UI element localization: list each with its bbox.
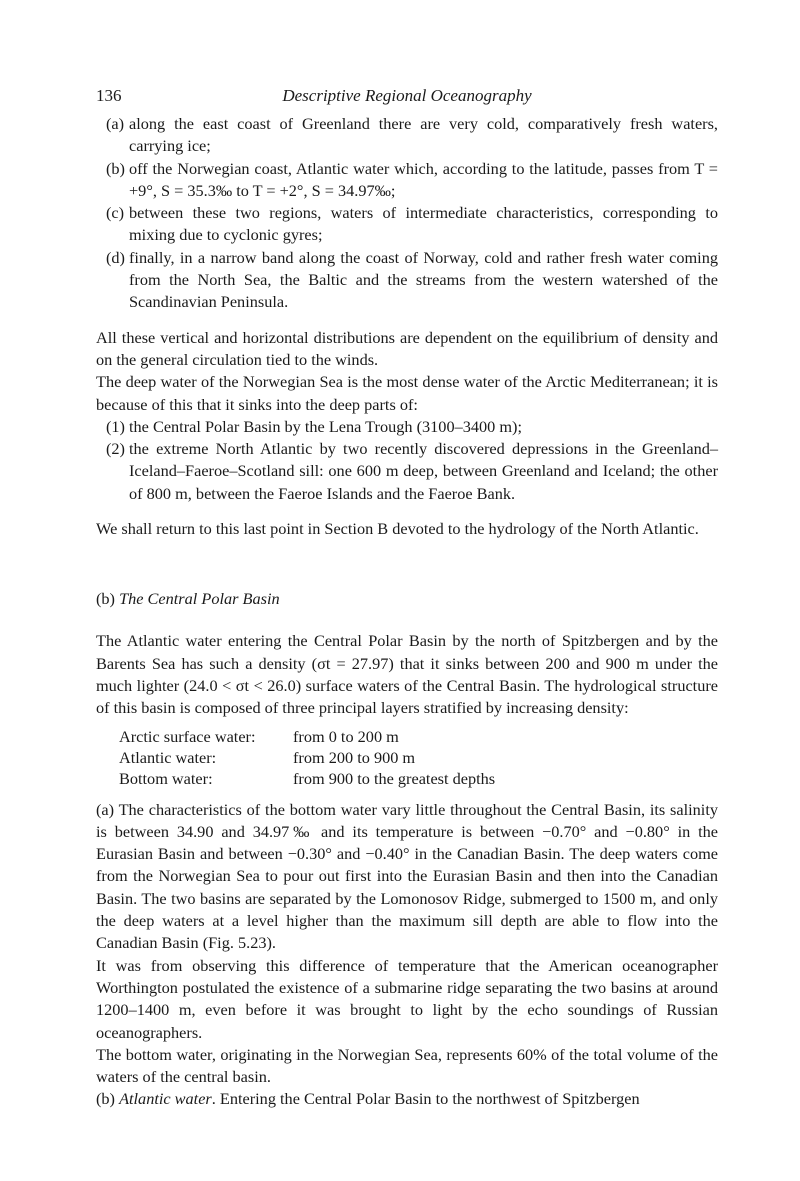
list-item: (d) finally, in a narrow band along the coast of Norway, cold and rather fresh water coming from the North Sea, the Baltic and the streams from the western watershed of the Scandinavian Peninsula. bbox=[106, 247, 718, 312]
page bbox=[96, 84, 718, 1111]
deep-parts-list bbox=[96, 416, 718, 505]
list-item: (1) the Central Polar Basin by the Lena Trough (3100–3400 m); bbox=[106, 416, 522, 436]
list-item: (b) off the Norwegian coast, Atlantic water which, according to the latitude, passes from T = +9°, S = 35.3‰ to T = +2°, S = 34.97‰; bbox=[106, 158, 718, 200]
paragraph-bottom-volume: The bottom water, originating in the Norwegian Sea, represents 60% of the total volume of the waters of the central basin. bbox=[96, 1044, 718, 1087]
paragraph-deep-water: The deep water of the Norwegian Sea is the most dense water of the Arctic Mediterranean; it is because of this that it sinks into the deep parts of: bbox=[96, 372, 718, 414]
paragraph-distributions: All these vertical and horizontal distributions are dependent on the equilibrium of density and on the general circulation tied to the winds. bbox=[96, 327, 718, 369]
page-number: 136 bbox=[96, 86, 122, 105]
section-title: The Central Polar Basin bbox=[119, 589, 280, 609]
table-row: Atlantic water: from 200 to 900 m bbox=[119, 747, 416, 767]
body-text bbox=[96, 113, 718, 1111]
paragraph-bottom-characteristics: (a) The characteristics of the bottom water vary little throughout the Central Basin, its salinity is between 34.90 and 34.97‰ and its temperature is between −0.70° and −0.80° in the Eurasian Basin and between −0.30° and −0.40° in the Canadian Basin. The deep waters come from the Norwegian Sea to pour out first into the Eurasian Basin and then into the Canadian Basin. The two basins are separated by the Lomonosov Ridge, submerged to 1500 m, and only the deep waters at a level higher than the maximum sill depth are able to flow into the Canadian Basin (Fig. 5.23). bbox=[96, 799, 718, 953]
table-row: Bottom water: from 900 to the greatest depths bbox=[119, 768, 496, 788]
water-types-list bbox=[96, 113, 718, 314]
page-header bbox=[96, 84, 718, 108]
section-heading bbox=[96, 588, 718, 610]
section-label: (b) bbox=[96, 589, 115, 609]
table-row: Arctic surface water: from 0 to 200 m bbox=[119, 726, 399, 746]
list-item: (2) the extreme North Atlantic by two recently discovered depressions in the Greenland–Iceland–Faeroe–Scotland sill: one 600 m deep, between Greenland and Iceland; the other of 800 m, between the Faeroe Islands and the Faeroe Bank. bbox=[106, 439, 718, 503]
paragraph-atlantic-entering: The Atlantic water entering the Central Polar Basin by the north of Spitzbergen and by the Barents Sea has such a density (σt = 27.97) that it sinks between 200 and 900 m under the much lighter (24.0 < σt < 26.0) surface waters of the Central Basin. The hydrological structure of this basin is composed of three principal layers stratified by increasing density: bbox=[96, 631, 718, 718]
layers-table bbox=[119, 726, 495, 789]
paragraph-return: We shall return to this last point in Section B devoted to the hydrology of the North Atlantic. bbox=[96, 519, 699, 539]
running-title: Descriptive Regional Oceanography bbox=[282, 86, 532, 105]
italic-term: Atlantic water bbox=[119, 1089, 212, 1109]
paragraph-worthington: It was from observing this difference of temperature that the American oceanographer Worthington postulated the existence of a submarine ridge separating the two basins at around 1200–1400 m, even before it was brought to light by the echo soundings of Russian oceanographers. bbox=[96, 955, 718, 1042]
list-item: (c) between these two regions, waters of intermediate characteristics, corresponding to mixing due to cyclonic gyres; bbox=[106, 203, 718, 245]
list-item: (a) along the east coast of Greenland there are very cold, comparatively fresh waters, carrying ice; bbox=[106, 114, 718, 156]
paragraph-atlantic-water: (b) Atlantic water. Entering the Central Polar Basin to the northwest of Spitzbergen bbox=[96, 1089, 640, 1109]
